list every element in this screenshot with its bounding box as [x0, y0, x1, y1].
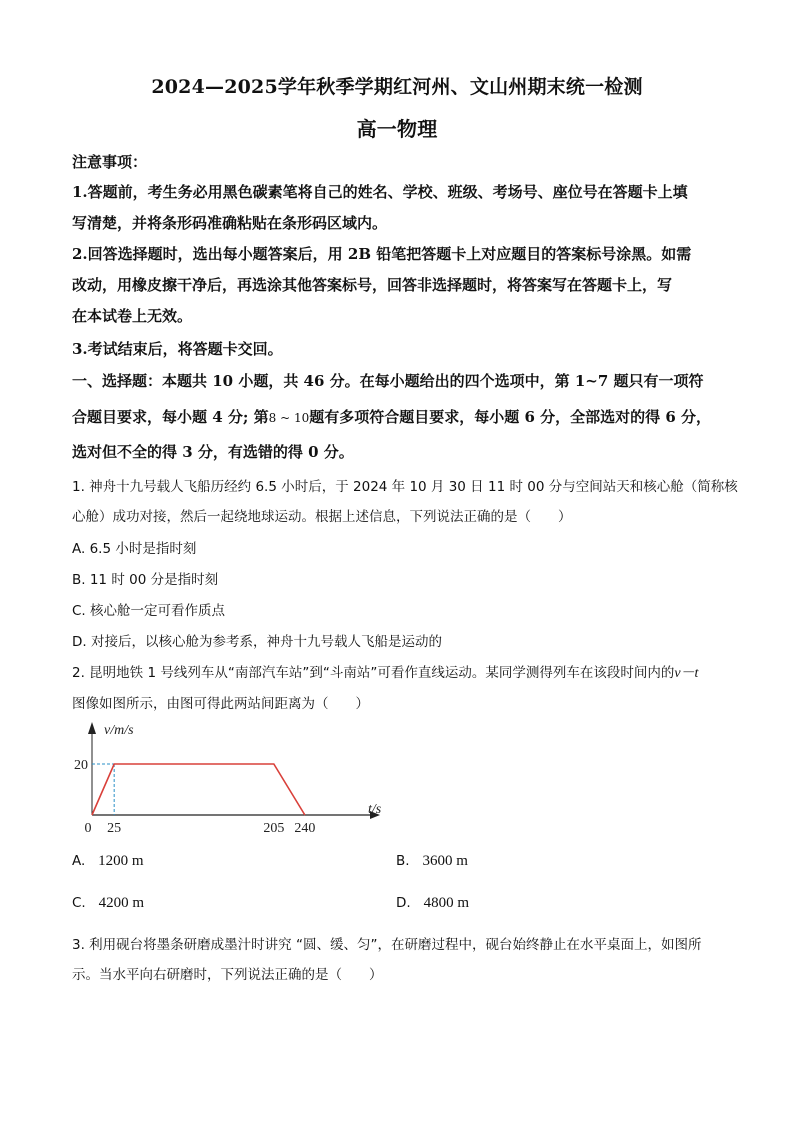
- question-range: 8 ~ 10: [268, 411, 310, 425]
- y-axis-label: v/m/s: [104, 723, 134, 738]
- notes-line-3: 2.回答选择题时，选出每小题答案后，用 2B 铅笔把答题卡上对应题目的答案标号涂黑。如需: [72, 245, 692, 263]
- q1-stem-2: 心舱）成功对接，然后一起绕地球运动。根据上述信息，下列说法正确的是（ ）: [72, 509, 572, 525]
- q1-stem-1: 1. 神舟十九号载人飞船历经约 6.5 小时后，于 2024 年 10 月 30 日 11 时 00 分与空间站天和核心舱（简称核: [72, 479, 738, 495]
- exam-subtitle: 高一物理: [356, 117, 438, 141]
- q1-option-d: D. 对接后，以核心舱为参考系，神舟十九号载人飞船是运动的: [72, 634, 442, 650]
- vt-graph: [70, 712, 400, 842]
- notes-line-6: 3.考试结束后，将答题卡交回。: [72, 340, 283, 358]
- x-axis-label: t/s: [368, 802, 382, 817]
- notes-line-5: 在本试卷上无效。: [72, 307, 193, 325]
- section-line-2a: 合题目要求，每小题 4 分; 第: [72, 408, 269, 426]
- q3-stem-1: 3. 利用砚台将墨条研磨成墨汁时讲究 “圆、缓、匀”，在研磨过程中，砚台始终静止在水平桌面上，如图所: [72, 937, 702, 953]
- notes-line-2: 写清楚，并将条形码准确粘贴在条形码区域内。: [72, 214, 388, 232]
- q2-option-b-letter: B.: [396, 853, 410, 869]
- y-tick-label: 20: [74, 758, 88, 773]
- x-tick-label: 0: [84, 821, 92, 836]
- q2-option-d: [396, 895, 469, 912]
- x-tick-label: 205: [263, 821, 285, 836]
- x-tick-label: 25: [107, 821, 122, 836]
- y-axis-arrow-icon: [88, 722, 96, 734]
- q2-option-d-letter: D.: [396, 895, 411, 911]
- q2-option-a: [72, 853, 144, 870]
- q2-option-c: [72, 895, 144, 912]
- q2-option-a-letter: A.: [72, 853, 86, 869]
- section-line-3: 选对但不全的得 3 分，有选错的得 0 分。: [72, 443, 354, 461]
- q2-option-b-value: 3600 m: [422, 853, 468, 869]
- notes-heading: 注意事项：: [72, 153, 148, 171]
- exam-title: 2024—2025学年秋季学期红河州、文山州期末统一检测: [151, 76, 643, 98]
- q2-stem-1: [72, 661, 728, 682]
- q2-stem-2: 图像如图所示，由图可得此两站间距离为（ ）: [72, 696, 369, 712]
- q1-option-a: A. 6.5 小时是指时刻: [72, 541, 197, 557]
- q2-option-b: [396, 853, 468, 870]
- q2-option-d-value: 4800 m: [423, 895, 469, 911]
- notes-line-4: 改动，用橡皮擦干净后，再选涂其他答案标号，回答非选择题时，将答案写在答题卡上，写: [72, 276, 673, 294]
- q2-option-c-value: 4200 m: [98, 895, 145, 911]
- notes-line-1: 1.答题前，考生务必用黑色碳素笔将自己的姓名、学校、班级、考场号、座位号在答题卡上填: [72, 183, 688, 201]
- velocity-series-line: [92, 764, 305, 815]
- q2-option-a-value: 1200 m: [98, 853, 144, 869]
- q3-stem-2: 示。当水平向右研磨时，下列说法正确的是（ ）: [72, 967, 383, 983]
- section-line-2: [72, 406, 728, 427]
- q2-option-c-letter: C.: [72, 895, 86, 911]
- q1-option-b: B. 11 时 00 分是指时刻: [72, 572, 219, 588]
- section-line-2b: 题有多项符合题目要求，每小题 6 分，全部选对的得 6 分，: [309, 408, 712, 426]
- q2-vt-symbol: v－t: [674, 666, 699, 681]
- x-tick-label: 240: [294, 821, 316, 836]
- section-line-1: 一、选择题：本题共 10 小题，共 46 分。在每小题给出的四个选项中，第 1~7 题只有一项符: [72, 372, 704, 390]
- q2-stem-1-text: 2. 昆明地铁 1 号线列车从“南部汽车站”到“斗南站”可看作直线运动。某同学测得列车在该段时间内的: [72, 665, 675, 681]
- q1-option-c: C. 核心舱一定可看作质点: [72, 603, 226, 619]
